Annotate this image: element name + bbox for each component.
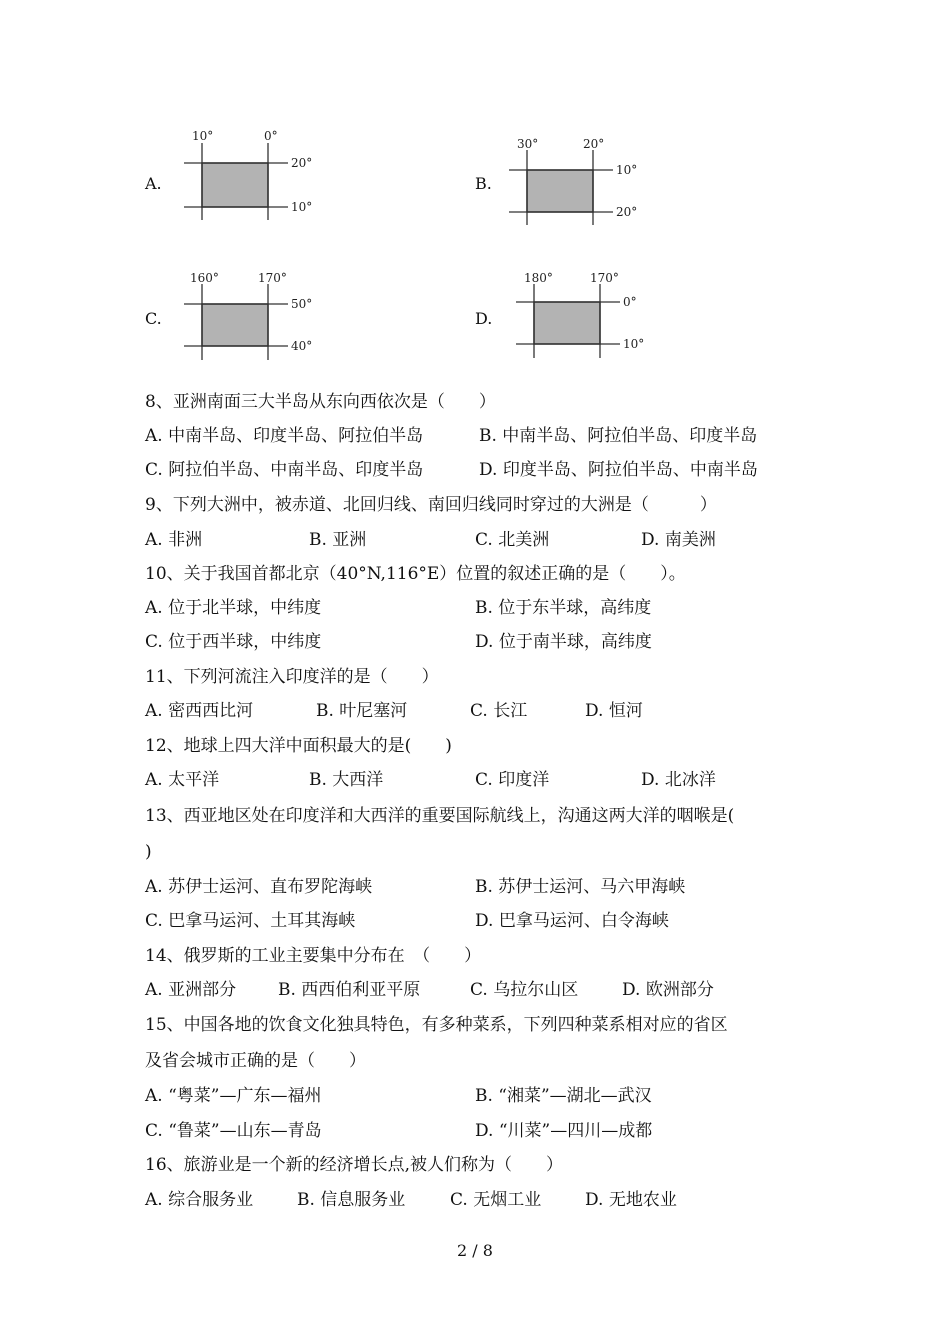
q14-option-b: B. 西西伯利亚平原 (278, 980, 421, 1000)
q14-option-a: A. 亚洲部分 (145, 980, 237, 1000)
diagram-d-label: D. (475, 309, 493, 328)
question-9-stem: 9、下列大洲中，被赤道、北回归线、南回归线同时穿过的大洲是（ ） (145, 495, 717, 515)
question-15-stem-cont: 及省会城市正确的是（ ） (145, 1051, 366, 1071)
q11-option-b: B. 叶尼塞河 (316, 701, 408, 721)
q12-option-b: B. 大西洋 (309, 770, 384, 790)
q11-option-a: A. 密西西比河 (145, 701, 254, 721)
q11-option-c: C. 长江 (470, 701, 528, 721)
question-15-stem: 15、中国各地的饮食文化独具特色，有多种菜系，下列四种菜系相对应的省区 (145, 1015, 728, 1035)
q13-option-d: D. 巴拿马运河、白令海峡 (475, 911, 669, 931)
lat-bottom-label: 40° (291, 339, 313, 353)
q10-option-a: A. 位于北半球，中纬度 (145, 598, 322, 618)
lat-top-label: 0° (623, 295, 637, 309)
q10-option-b: B. 位于东半球，高纬度 (475, 598, 652, 618)
q16-option-b: B. 信息服务业 (297, 1190, 406, 1210)
question-14-stem: 14、俄罗斯的工业主要集中分布在 （ ） (145, 946, 482, 966)
latlon-grid-a (180, 128, 330, 223)
lat-bottom-label: 10° (623, 337, 645, 351)
question-13-stem-cont: ) (145, 842, 152, 862)
q16-option-a: A. 综合服务业 (145, 1190, 254, 1210)
lon-right-label: 170° (258, 271, 287, 285)
q8-option-b: B. 中南半岛、阿拉伯半岛、印度半岛 (479, 426, 758, 446)
question-8-stem: 8、亚洲南面三大半岛从东向西依次是（ ） (145, 392, 496, 412)
page-number: 2 / 8 (457, 1241, 493, 1260)
q11-option-d: D. 恒河 (585, 701, 643, 721)
latlon-grid-b (505, 135, 655, 230)
q16-option-d: D. 无地农业 (585, 1190, 677, 1210)
lon-left-label: 160° (190, 271, 219, 285)
lat-top-label: 10° (616, 163, 638, 177)
lon-left-label: 180° (524, 271, 553, 285)
q14-option-d: D. 欧洲部分 (622, 980, 714, 1000)
question-11-stem: 11、下列河流注入印度洋的是（ ） (145, 667, 439, 687)
question-13-stem: 13、西亚地区处在印度洋和大西洋的重要国际航线上，沟通这两大洋的咽喉是( (145, 806, 735, 826)
q8-option-a: A. 中南半岛、印度半岛、阿拉伯半岛 (145, 426, 424, 446)
q9-option-c: C. 北美洲 (475, 530, 550, 550)
lat-bottom-label: 10° (291, 200, 313, 214)
lon-right-label: 20° (583, 137, 605, 151)
q15-option-a: A. “粤菜”—广东—福州 (145, 1086, 322, 1106)
lon-left-label: 30° (517, 137, 539, 151)
question-10-stem: 10、关于我国首都北京（40°N,116°E）位置的叙述正确的是（ ）。 (145, 564, 686, 584)
q9-option-b: B. 亚洲 (309, 530, 367, 550)
shaded-region (202, 163, 268, 207)
q8-option-c: C. 阿拉伯半岛、中南半岛、印度半岛 (145, 460, 424, 480)
question-16-stem: 16、旅游业是一个新的经济增长点,被人们称为（ ） (145, 1155, 564, 1175)
lat-top-label: 50° (291, 297, 313, 311)
lon-right-label: 170° (590, 271, 619, 285)
q10-option-d: D. 位于南半球，高纬度 (475, 632, 652, 652)
q16-option-c: C. 无烟工业 (450, 1190, 542, 1210)
q15-option-c: C. “鲁菜”—山东—青岛 (145, 1121, 322, 1141)
diagram-a-label: A. (145, 174, 162, 193)
shaded-region (534, 302, 600, 344)
q8-option-d: D. 印度半岛、阿拉伯半岛、中南半岛 (479, 460, 758, 480)
q9-option-d: D. 南美洲 (641, 530, 716, 550)
q14-option-c: C. 乌拉尔山区 (470, 980, 579, 1000)
q13-option-b: B. 苏伊士运河、马六甲海峡 (475, 877, 686, 897)
lon-left-label: 10° (192, 129, 214, 143)
q9-option-a: A. 非洲 (145, 530, 203, 550)
q15-option-b: B. “湘菜”—湖北—武汉 (475, 1086, 652, 1106)
q12-option-d: D. 北冰洋 (641, 770, 716, 790)
lon-right-label: 0° (264, 129, 278, 143)
shaded-region (202, 304, 268, 346)
diagram-c-label: C. (145, 309, 162, 328)
q12-option-c: C. 印度洋 (475, 770, 550, 790)
q15-option-d: D. “川菜”—四川—成都 (475, 1121, 653, 1141)
lat-bottom-label: 20° (616, 205, 638, 219)
q13-option-a: A. 苏伊士运河、直布罗陀海峡 (145, 877, 373, 897)
q12-option-a: A. 太平洋 (145, 770, 220, 790)
latlon-grid-d (512, 268, 662, 363)
diagram-b-label: B. (475, 174, 492, 193)
question-12-stem: 12、地球上四大洋中面积最大的是( ) (145, 736, 452, 756)
shaded-region (527, 170, 593, 212)
lat-top-label: 20° (291, 156, 313, 170)
q13-option-c: C. 巴拿马运河、土耳其海峡 (145, 911, 356, 931)
q10-option-c: C. 位于西半球，中纬度 (145, 632, 322, 652)
latlon-grid-c (180, 268, 330, 363)
